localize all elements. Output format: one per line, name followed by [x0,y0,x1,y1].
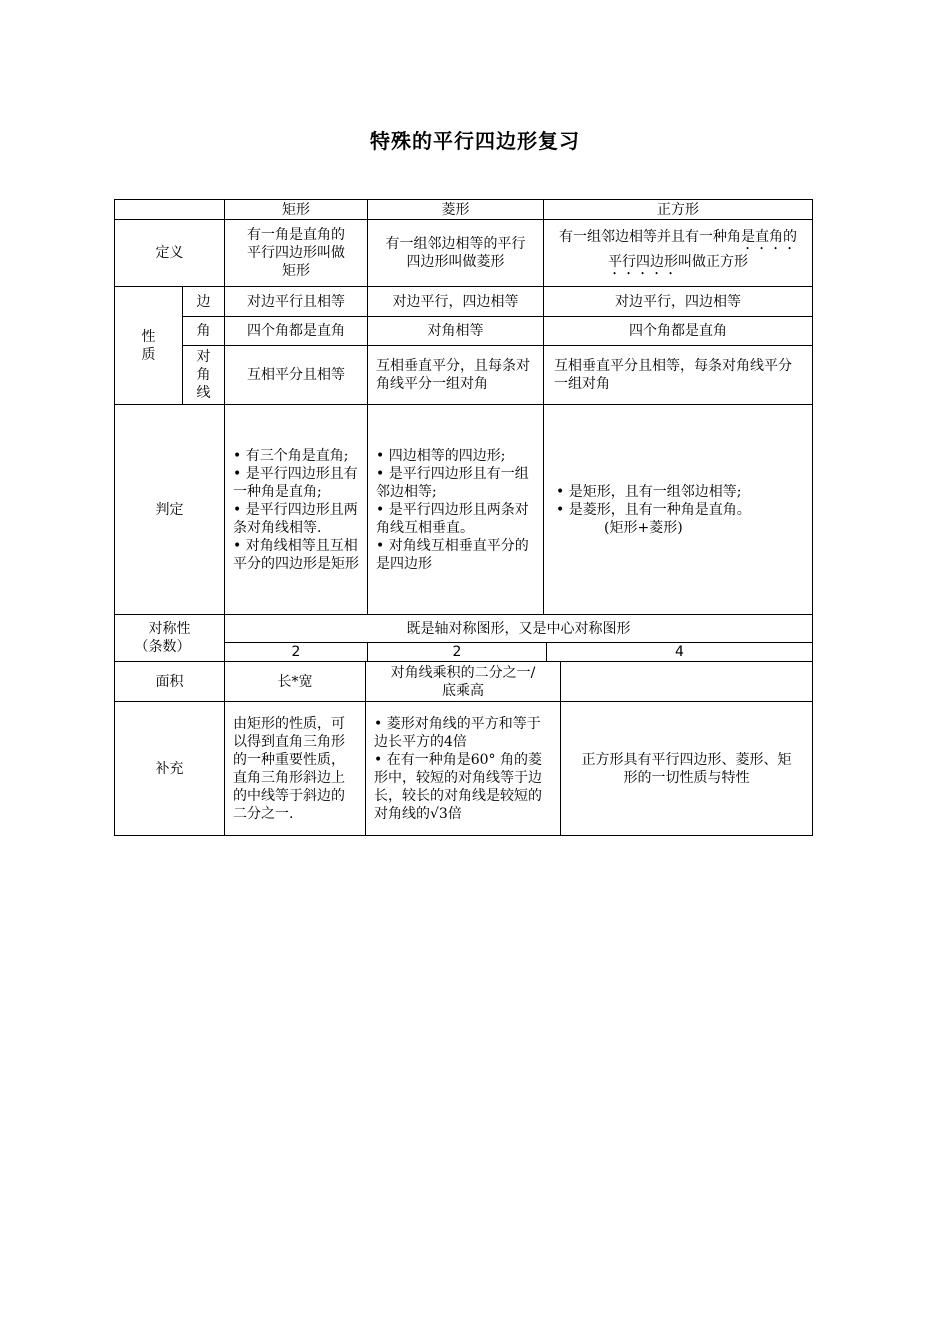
judgement-square-item: • 是菱形，且有一种角是直角。 [556,501,751,518]
property-diagonal-square: 互相垂直平分且相等，每条对角线平分一组对角 [543,345,813,404]
property-label [114,286,182,404]
judgement-label: 判定 [114,404,224,614]
property-angle-label: 角 [182,316,224,345]
property-angle-rhombus: 对角相等 [367,316,543,345]
property-label-text: 性质 [141,328,156,363]
property-diagonal-label-text: 对角线 [196,349,211,401]
judgement-rhombus-item: • 对角线互相垂直平分的是四边形 [376,537,529,572]
judgement-rect-item: • 有三个角是直角; [233,447,349,464]
definition-rhombus: 有一组邻边相等的平行四边形叫做菱形 [367,219,543,286]
symmetry-label-line2: （条数） [134,639,191,655]
property-diagonal-rect: 互相平分且相等 [224,345,367,404]
area-rhombus-line1: 对角线乘积的二分之一/ [390,664,536,681]
property-diagonal-label [182,345,224,404]
supplement-rhombus [365,701,560,836]
judgement-rhombus-item: • 四边相等的四边形; [376,447,506,464]
area-rect: 长*宽 [224,661,365,701]
supplement-rhombus-item: • 在有一种角是60° 角的菱形中，较短的对角线等于边长，较长的对角线是较短的对角线的√3倍 [374,751,542,822]
symmetry-rect: 2 [224,642,367,661]
definition-square [543,219,813,286]
definition-square-emphasis: 是直角的平行四边形 [608,229,797,270]
header-corner [114,199,224,219]
symmetry-label [114,614,224,661]
property-angle-rect: 四个角都是直角 [224,316,367,345]
symmetry-square: 4 [546,642,813,661]
symmetry-rhombus: 2 [367,642,546,661]
judgement-square-item: • 是矩形，且有一组邻边相等; [556,483,742,500]
symmetry-common: 既是轴对称图形，又是中心对称图形 [224,614,813,642]
judgement-rhombus-item: • 是平行四边形且两条对角线互相垂直。 [376,501,529,536]
judgement-rect-item: • 对角线相等且互相平分的四边形是矩形 [233,537,359,572]
judgement-square-note: (矩形+菱形) [604,519,683,536]
page-title: 特殊的平行四边形复习 [370,129,580,153]
property-side-label: 边 [182,286,224,316]
area-square [560,661,813,701]
judgement-rect [224,404,367,614]
symmetry-label-line1: 对称性 [148,621,191,637]
supplement-rhombus-item: • 菱形对角线的平方和等于边长平方的4倍 [374,715,541,750]
header-rhombus: 菱形 [367,199,543,219]
judgement-square [543,404,813,614]
property-side-rect: 对边平行且相等 [224,286,367,316]
property-diagonal-rhombus: 互相垂直平分，且每条对角线平分一组对角 [367,345,543,404]
header-square: 正方形 [543,199,813,219]
supplement-label: 补充 [114,701,224,836]
definition-square-part3: 叫做正方形 [678,254,748,270]
judgement-rect-item: • 是平行四边形且有一种角是直角; [233,465,358,500]
property-side-rhombus: 对边平行，四边相等 [367,286,543,316]
area-rhombus [365,661,560,701]
area-rhombus-line2: 底乘高 [442,682,484,699]
judgement-rect-item: • 是平行四边形且两条对角线相等. [233,501,358,536]
judgement-rhombus-item: • 是平行四边形且有一组邻边相等; [376,465,529,500]
supplement-square: 正方形具有平行四边形、菱形、矩形的一切性质与特性 [560,701,813,836]
header-rect: 矩形 [224,199,367,219]
judgement-rhombus [367,404,543,614]
property-side-square: 对边平行，四边相等 [543,286,813,316]
supplement-rect: 由矩形的性质，可以得到直角三角形的一种重要性质，直角三角形斜边上的中线等于斜边的二分之一. [224,701,365,836]
property-angle-square: 四个角都是直角 [543,316,813,345]
area-label: 面积 [114,661,224,701]
definition-label: 定义 [114,219,224,286]
definition-rect: 有一角是直角的平行四边形叫做矩形 [224,219,367,286]
definition-square-part1: 有一组邻边相等并且有一种角 [559,229,741,245]
